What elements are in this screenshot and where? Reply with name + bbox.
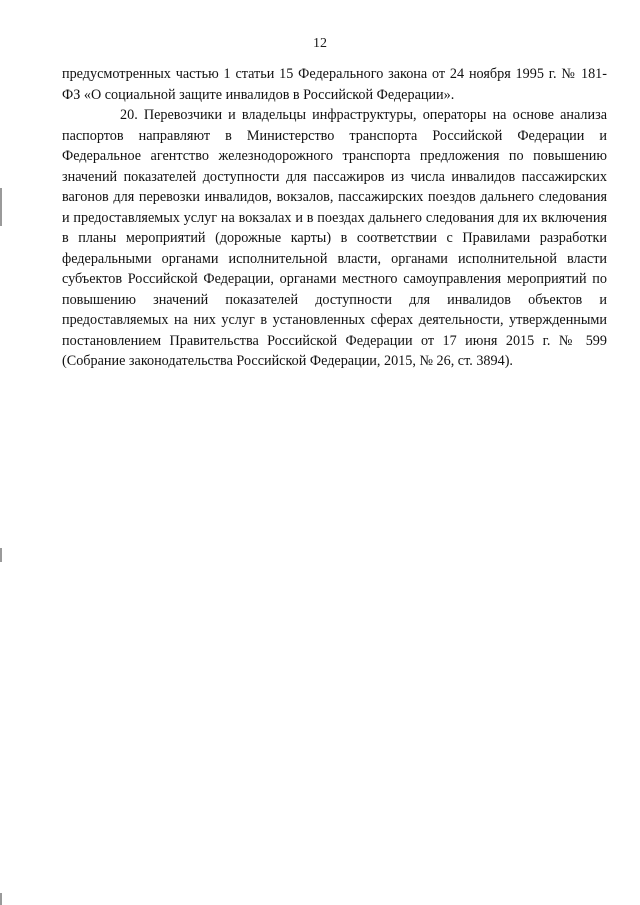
- scan-edge-mark: [0, 893, 2, 905]
- document-body: [62, 64, 607, 372]
- paragraph-continuation: предусмотренных частью 1 статьи 15 Федерального закона от 24 ноября 1995 г. № 181-ФЗ «О социальной защите инвалидов в Российской Федерации».: [62, 66, 607, 103]
- paragraph-item-20: 20. Перевозчики и владельцы инфраструктуры, операторы на основе анализа паспортов направляют в Министерство транспорта Российской Федерации и Федеральное агентство железнодорожного транспорта предложения по повышению значений показателей доступности для пассажиров из числа инвалидов пассажирских вагонов для перевозки инвалидов, вокзалов, пассажирских поездов дальнего следования и предоставляемых услуг на вокзалах и в поездах дальнего следования для их включения в планы мероприятий (дорожные карты) в соответствии с Правилами разработки федеральными органами исполнительной власти, органами исполнительной власти субъектов Российской Федерации, органами местного самоуправления мероприятий по повышению значений показателей доступности для инвалидов объектов и предоставляемых на них услуг в установленных сферах деятельности, утвержденными постановлением Правительства Российской Федерации от 17 июня 2015 г. № 599 (Собрание законодательства Российской Федерации, 2015, № 26, ст. 3894).: [62, 107, 607, 369]
- scan-edge-mark: [0, 548, 2, 562]
- scan-edge-mark: [0, 188, 2, 226]
- page-number: 12: [313, 36, 327, 51]
